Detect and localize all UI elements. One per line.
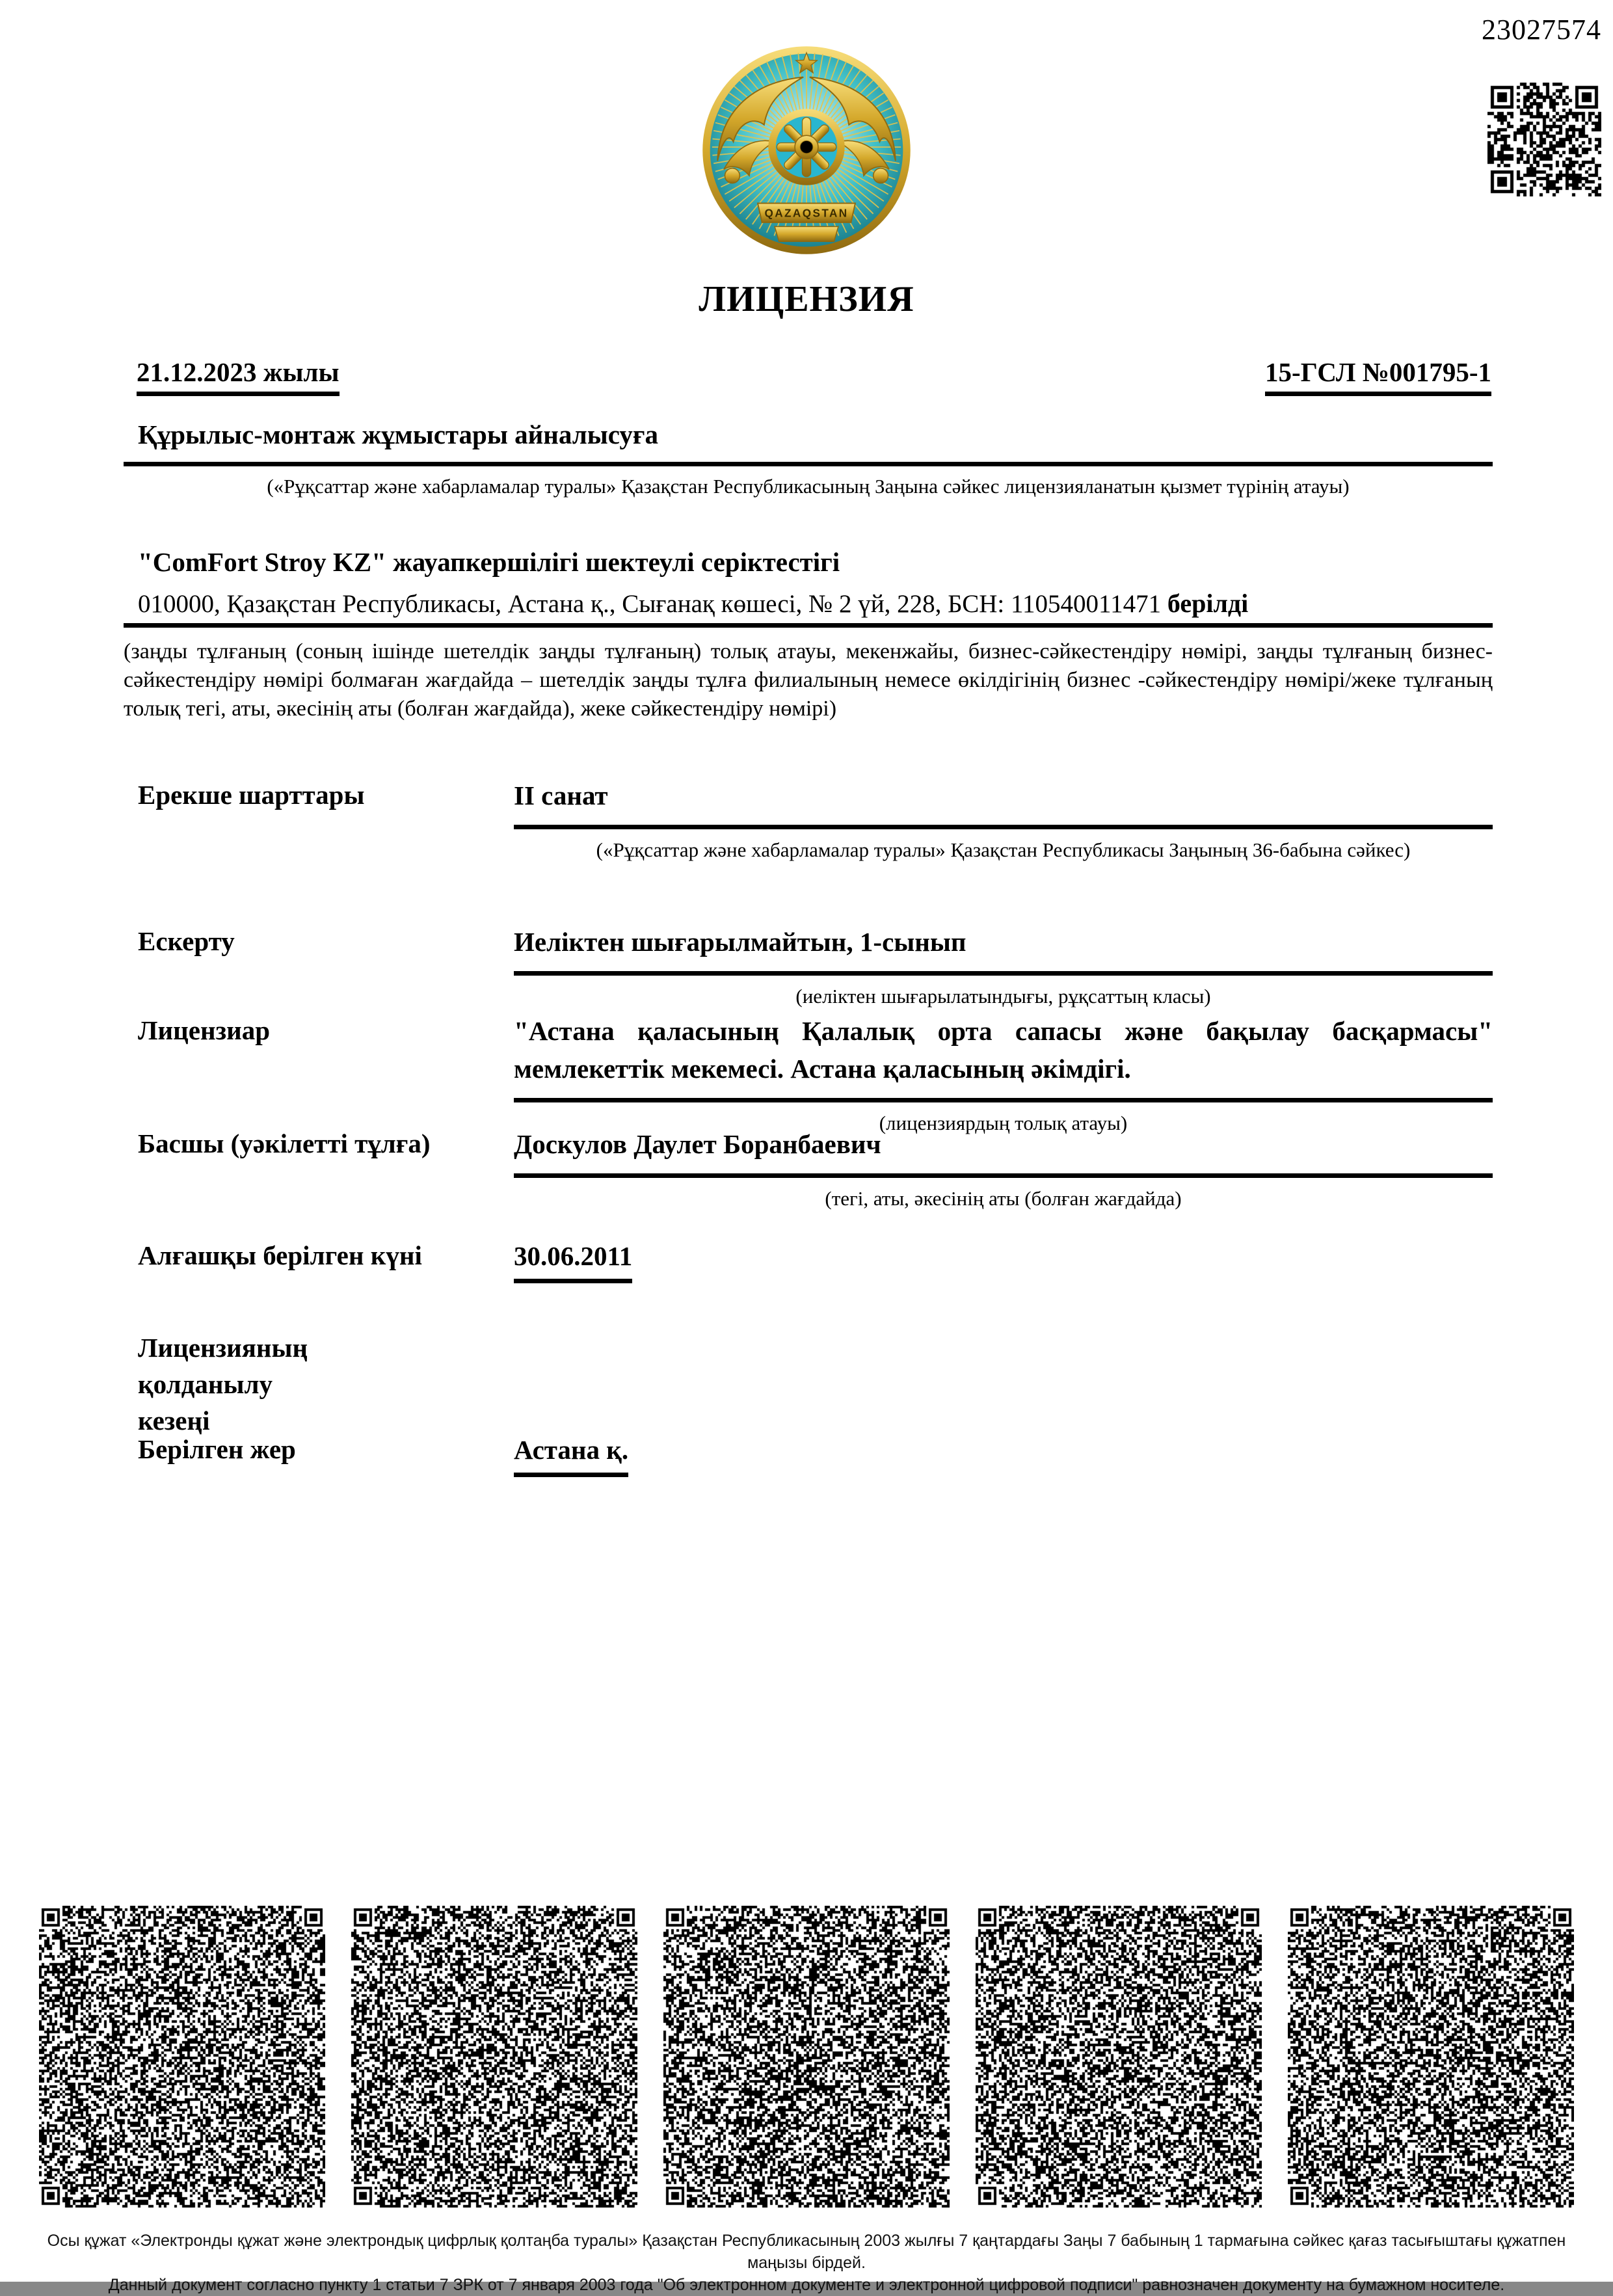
field-label: Алғашқы берілген күні xyxy=(138,1240,422,1270)
signature-barcode-3 xyxy=(663,1906,950,2208)
field-label: Ескерту xyxy=(138,926,235,956)
field-label: Басшы (уәкілетті тұлға) xyxy=(138,1128,431,1158)
field-label: Лицензияның қолданылу кезеңі xyxy=(138,1333,308,1435)
field-value: 30.06.2011 xyxy=(514,1237,632,1283)
field-label: Лицензиар xyxy=(138,1015,271,1045)
divider-rule xyxy=(124,623,1493,628)
activity-type: Құрылыс-монтаж жұмыстары айналысуға xyxy=(138,420,659,449)
field-first-issued-date xyxy=(124,1237,1493,1283)
serial-number: 23027574 xyxy=(1482,14,1601,46)
value-rule xyxy=(514,1098,1493,1102)
value-rule xyxy=(514,971,1493,976)
footer-line-ru: Данный документ согласно пункту 1 статьи 7 ЗРК от 7 января 2003 года "Об электронном документе и электронной цифровой подписи" равнозначен документу на бумажном носителе. xyxy=(108,2276,1505,2294)
legal-footer xyxy=(18,2230,1595,2296)
license-number: 15-ГСЛ №001795-1 xyxy=(1265,356,1491,396)
field-label: Ерекше шарттары xyxy=(138,780,365,810)
field-caption: (тегі, аты, әкесінің аты (болған жағдайда) xyxy=(825,1187,1182,1210)
qr-code-top-right xyxy=(1487,83,1601,196)
licensee-address xyxy=(124,588,1507,619)
value-rule xyxy=(514,1173,1493,1178)
field-label: Берілген жер xyxy=(138,1434,296,1464)
emblem-banner-text: QAZAQSTAN xyxy=(764,207,849,220)
issued-word: берілді xyxy=(1167,589,1249,618)
footer-line-kk: Осы құжат «Электронды құжат және электрондық цифрлық қолтаңба туралы» Қазақстан Республикасының 2003 жылғы 7 қаңтардағы Заңы 7 бабының 1 тармағына сәйкес қағаз тасығыштағы құжатпен маңызы бірдей. xyxy=(47,2232,1566,2272)
signature-barcode-2 xyxy=(351,1906,637,2208)
legal-entity-caption: (заңды тұлғаның (соның ішінде шетелдік заңды тұлғаның) толық атауы, мекенжайы, бизнес-сәйкестендіру нөмірі, заңды тұлғаның бизнес-сәйкестендіру нөмірі болмаған жағдайда – шетелдік заңды тұлға филиалының немесе өкілдігінің бизнес -сәйкестендіру нөмірі/жеке тұлғаның толық тегі, аты, әкесінің аты (болған жағдайда), жеке сәйкестендіру нөмірі) xyxy=(124,639,1493,721)
field-head-person xyxy=(124,1125,1493,1213)
date-number-row xyxy=(124,356,1493,396)
issue-date: 21.12.2023 жылы xyxy=(137,356,340,396)
document-title: ЛИЦЕНЗИЯ xyxy=(699,279,914,319)
signature-barcode-5 xyxy=(1288,1906,1574,2208)
field-value: Астана қ. xyxy=(514,1431,628,1477)
field-place-of-issue xyxy=(124,1431,1493,1477)
field-value: Доскулов Даулет Боранбаевич xyxy=(514,1129,881,1159)
emblem-shanyrak xyxy=(768,109,844,185)
divider-rule xyxy=(124,462,1493,466)
licensee-name: "ComFort Stroy KZ" жауапкершілігі шектеулі серіктестігі xyxy=(138,547,840,577)
signature-barcode-1 xyxy=(39,1906,325,2208)
address-text: 010000, Қазақстан Республикасы, Астана қ., Сығанақ көшесі, № 2 үй, 228, БСН: 110540011471 xyxy=(138,590,1162,618)
signature-barcode-4 xyxy=(976,1906,1262,2208)
signature-barcode-strip xyxy=(39,1906,1574,2208)
field-caption: (иеліктен шығарылатындығы, рұқсаттың класы) xyxy=(795,985,1211,1008)
value-rule xyxy=(514,825,1493,829)
field-note xyxy=(124,923,1493,1011)
field-licensor xyxy=(124,1012,1493,1138)
field-caption: («Рұқсаттар және хабарламалар туралы» Қазақстан Республикасы Заңының 36-бабына сәйкес) xyxy=(596,838,1411,861)
field-value: Иеліктен шығарылмайтын, 1-сынып xyxy=(514,927,966,957)
kazakhstan-emblem-icon xyxy=(700,44,913,256)
field-caption: (лицензиярдың толық атауы) xyxy=(879,1112,1128,1134)
field-value: "Астана қаласының Қалалық орта сапасы және бақылау басқармасы" мемлекеттік мекемесі. Астана қаласының әкімдігі. xyxy=(514,1016,1493,1084)
field-special-conditions xyxy=(124,777,1493,864)
activity-caption: («Рұқсаттар және хабарламалар туралы» Қазақстан Республикасының Заңына сәйкес лицензияланатын қызмет түрінің атауы) xyxy=(267,475,1350,498)
field-value: II санат xyxy=(514,781,608,810)
